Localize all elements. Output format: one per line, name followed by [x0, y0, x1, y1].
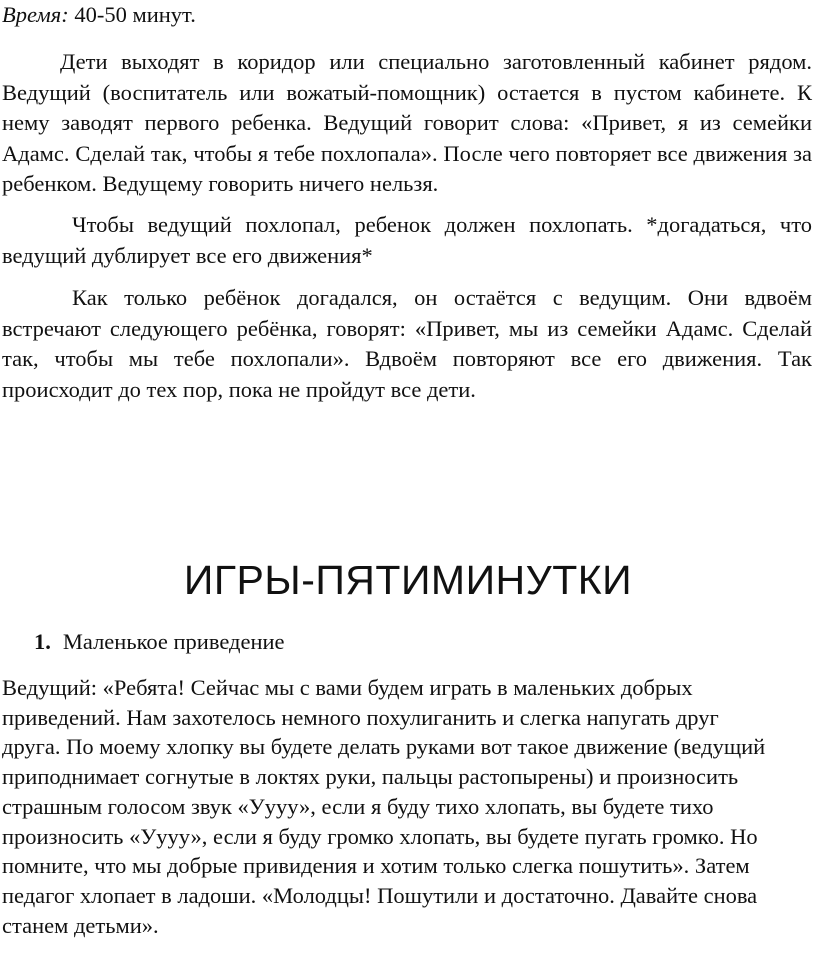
list-item-title: Маленькое приведение [62, 629, 285, 654]
paragraph-rules: Дети выходят в коридор или специально заготовленный кабинет рядом. Ведущий (воспитатель или вожатый-помощник) остается в пустом кабинете. К нему заводят первого ребенка. Ведущий говорит слова: «Привет, я из семейки Адамс. Сделай так, чтобы я тебе похлопала». После чего повторяет все движения за ребенком. Ведущему говорить ничего нельзя. [2, 49, 812, 196]
list-item-number: 1. [34, 629, 51, 654]
paragraph-hint: Чтобы ведущий похлопал, ребенок должен похлопать. *догадаться, что ведущий дублирует все его движения* [2, 212, 812, 268]
time-value: 40-50 минут. [68, 2, 196, 27]
time-line [2, 1, 196, 29]
section-heading: ИГРЫ-ПЯТИМИНУТКИ [183, 557, 633, 603]
time-label: Время: [2, 2, 69, 27]
paragraph-game-description: Ведущий: «Ребята! Сейчас мы с вами будем играть в маленьких добрых приведений. Нам захотелось немного похулиганить и слегка напугать друг друга. По моему хлопку вы будете делать руками вот такое движение (ведущий приподнимает согнутые в локтях руки, пальцы растопырены) и произносить страшным голосом звук «Уууу», если я буду тихо хлопать, вы будете тихо произносить «Уууу», если я буду громко хлопать, вы будете пугать громко. Но помните, что мы добрые привидения и хотим только слегка пошутить». Затем педагог хлопает в ладоши. «Молодцы! Пошутили и достаточно. Давайте снова станем детьми». [2, 675, 766, 938]
paragraph-continuation: Как только ребёнок догадался, он остаётся с ведущим. Они вдвоём встречают следующего ребёнка, говорят: «Привет, мы из семейки Адамс. Сделай так, чтобы мы тебе похлопали». Вдвоём повторяют все его движения. Так происходит до тех пор, пока не пройдут все дети. [2, 285, 812, 402]
list-item-game-1 [34, 628, 285, 656]
